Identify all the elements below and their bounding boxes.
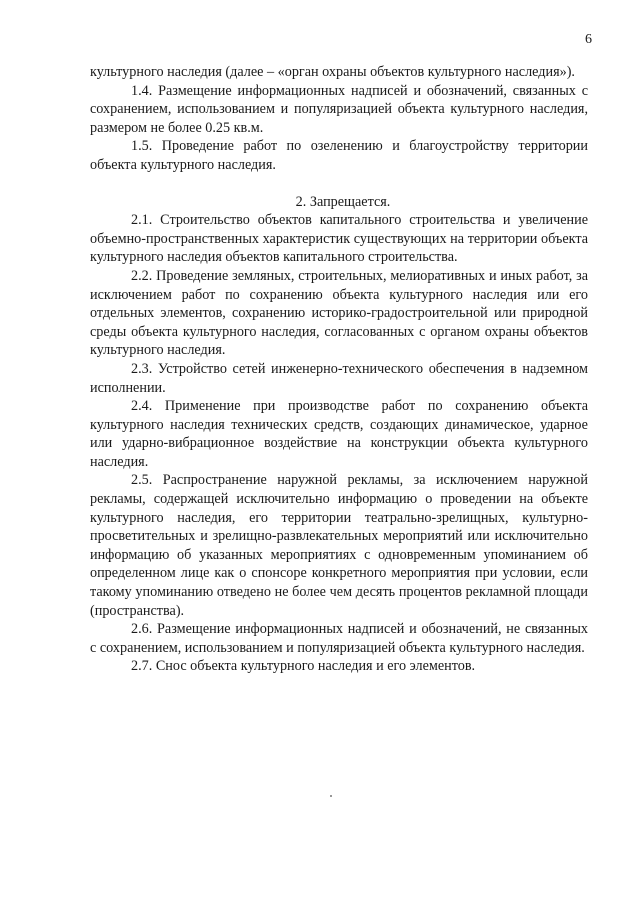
document-body [90, 63, 588, 676]
paragraph-1-4: 1.4. Размещение информационных надписей и обозначений, связанных с сохранением, использованием и популяризацией объекта культурного наследия, размером не более 0.25 кв.м. [90, 82, 588, 136]
paragraph-2-2: 2.2. Проведение земляных, строительных, мелиоративных и иных работ, за исключением работ по сохранению объекта культурного наследия или его отдельных элементов, сохранению историко-градостроительной или природной среды объекта культурного наследия, согласованных с органом охраны объектов культурного наследия. [90, 267, 588, 359]
paragraph-2-4: 2.4. Применение при производстве работ по сохранению объекта культурного наследия технических средств, создающих динамическое, ударное или ударно-вибрационное воздействие на конструкции объекта культурного наследия. [90, 398, 588, 470]
section-heading-2: 2. Запрещается. [295, 193, 391, 210]
paragraph-continuation: культурного наследия (далее – «орган охраны объектов культурного наследия»). [90, 64, 575, 80]
page-number: 6 [585, 32, 592, 47]
paragraph-2-1: 2.1. Строительство объектов капитального строительства и увеличение объемно-пространственных характеристик существующих на территории объекта культурного наследия объектов капитального строительства. [90, 212, 588, 266]
paragraph-2-3: 2.3. Устройство сетей инженерно-технического обеспечения в надземном исполнении. [90, 360, 588, 396]
scan-speck [330, 795, 332, 797]
paragraph-2-6: 2.6. Размещение информационных надписей и обозначений, не связанных с сохранением, использованием и популяризацией объекта культурного наследия. [90, 621, 588, 656]
paragraph-2-7: 2.7. Снос объекта культурного наследия и его элементов. [131, 658, 476, 675]
paragraph-1-5: 1.5. Проведение работ по озеленению и благоустройству территории объекта культурного наследия. [90, 138, 588, 173]
paragraph-2-5: 2.5. Распространение наружной рекламы, за исключением наружной рекламы, содержащей исключительно информацию о проведении на объекте культурного наследия, его территории театрально-зрелищных, культурно-просветительных и зрелищно-развлекательных мероприятий или исключительно информацию об указанных мероприятиях с одновременным упоминанием об определенном лице как о спонсоре конкретного мероприятия при условии, если такому упоминанию отведено не более чем десять процентов рекламной площади (пространства). [90, 472, 588, 619]
